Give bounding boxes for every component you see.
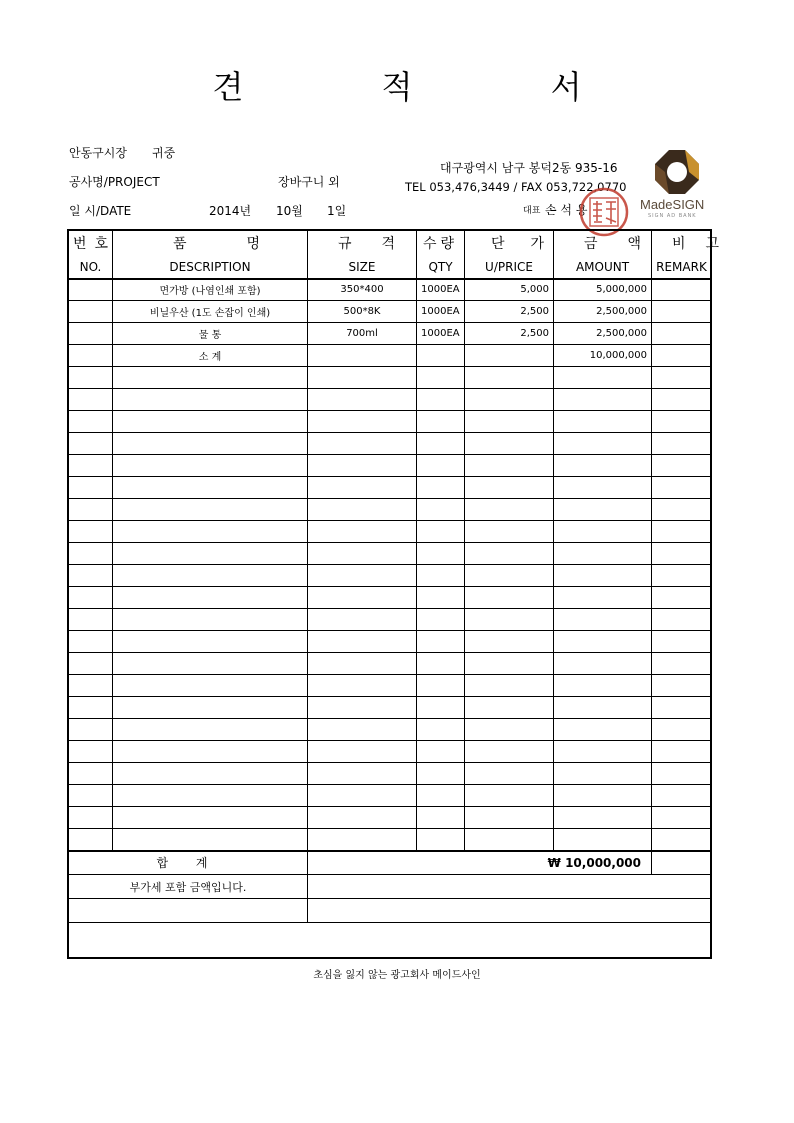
total-row — [69, 851, 712, 875]
empty-cell — [652, 829, 712, 851]
empty-cell — [113, 719, 308, 741]
empty-cell — [308, 565, 417, 587]
empty-cell — [465, 499, 554, 521]
header-size-en: SIZE — [308, 256, 417, 279]
empty-cell — [113, 785, 308, 807]
cell-price: 5,000 — [465, 279, 554, 301]
empty-cell — [113, 433, 308, 455]
empty-cell — [465, 411, 554, 433]
empty-cell — [417, 477, 465, 499]
empty-cell — [69, 609, 113, 631]
footer-slogan: 초심을 잃지 않는 광고회사 메이드사인 — [313, 970, 481, 981]
empty-row — [69, 829, 712, 851]
empty-cell — [465, 807, 554, 829]
empty-cell — [69, 653, 113, 675]
empty-cell — [308, 543, 417, 565]
empty-cell — [554, 587, 652, 609]
empty-cell — [554, 697, 652, 719]
empty-row — [69, 653, 712, 675]
empty-row — [69, 587, 712, 609]
header-no-ko: 번호 — [69, 231, 113, 256]
estimate-table — [68, 230, 740, 923]
empty-cell — [554, 455, 652, 477]
empty-cell — [652, 587, 712, 609]
empty-cell — [417, 411, 465, 433]
empty-cell — [417, 763, 465, 785]
cell-remark — [652, 279, 712, 301]
empty-cell — [652, 807, 712, 829]
empty-cell — [113, 609, 308, 631]
empty-cell — [69, 675, 113, 697]
empty-cell — [113, 807, 308, 829]
empty-cell — [652, 631, 712, 653]
empty-cell — [652, 521, 712, 543]
empty-cell — [69, 389, 113, 411]
company-contact: TEL 053,476,3449 / FAX 053,722,0770 — [405, 180, 627, 194]
empty-cell — [113, 543, 308, 565]
empty-cell — [465, 829, 554, 851]
total-label: 합 계 — [69, 851, 308, 875]
empty-cell — [308, 411, 417, 433]
empty-cell — [113, 455, 308, 477]
empty-cell — [465, 455, 554, 477]
recipient-honorific: 귀중 — [152, 146, 176, 160]
empty-cell — [308, 433, 417, 455]
empty-cell — [465, 477, 554, 499]
empty-cell — [308, 741, 417, 763]
empty-row — [69, 741, 712, 763]
header-remark-en: REMARK — [652, 256, 712, 279]
cell-qty: 1000EA — [417, 301, 465, 323]
table-row — [69, 345, 712, 367]
blank-bottom-left — [69, 899, 308, 923]
empty-cell — [554, 807, 652, 829]
empty-cell — [113, 499, 308, 521]
empty-cell — [417, 697, 465, 719]
empty-cell — [308, 499, 417, 521]
empty-cell — [652, 697, 712, 719]
empty-cell — [554, 675, 652, 697]
project-value: 장바구니 외 — [278, 175, 340, 189]
empty-cell — [465, 675, 554, 697]
cell-price: 2,500 — [465, 301, 554, 323]
empty-cell — [308, 829, 417, 851]
empty-cell — [652, 499, 712, 521]
empty-cell — [69, 521, 113, 543]
empty-cell — [417, 543, 465, 565]
empty-cell — [69, 785, 113, 807]
empty-cell — [554, 763, 652, 785]
empty-cell — [308, 389, 417, 411]
empty-cell — [465, 587, 554, 609]
empty-cell — [308, 653, 417, 675]
empty-cell — [417, 433, 465, 455]
date-month: 10월 — [276, 204, 303, 218]
empty-row — [69, 499, 712, 521]
cell-size: 700ml — [308, 323, 417, 345]
empty-cell — [554, 785, 652, 807]
empty-cell — [417, 565, 465, 587]
empty-cell — [554, 389, 652, 411]
cell-size — [308, 345, 417, 367]
empty-cell — [308, 477, 417, 499]
empty-cell — [652, 719, 712, 741]
empty-cell — [113, 697, 308, 719]
empty-row — [69, 807, 712, 829]
empty-cell — [69, 433, 113, 455]
empty-cell — [465, 631, 554, 653]
empty-cell — [417, 499, 465, 521]
empty-cell — [554, 653, 652, 675]
cell-desc: 물 통 — [113, 323, 308, 345]
empty-row — [69, 609, 712, 631]
empty-cell — [308, 807, 417, 829]
cell-remark — [652, 301, 712, 323]
cell-remark — [652, 323, 712, 345]
empty-cell — [465, 433, 554, 455]
empty-cell — [465, 389, 554, 411]
empty-cell — [113, 477, 308, 499]
empty-cell — [554, 609, 652, 631]
empty-row — [69, 367, 712, 389]
empty-cell — [554, 741, 652, 763]
date-label: 일 시/DATE — [69, 204, 132, 218]
logo-text: MadeSIGN — [640, 197, 705, 212]
cell-no — [69, 301, 113, 323]
ceo-label: 대표 — [523, 206, 541, 216]
empty-cell — [69, 499, 113, 521]
empty-cell — [652, 741, 712, 763]
empty-cell — [69, 719, 113, 741]
empty-cell — [308, 587, 417, 609]
empty-cell — [69, 543, 113, 565]
empty-cell — [465, 719, 554, 741]
date-year: 2014년 — [209, 204, 252, 218]
header-no-en: NO. — [69, 256, 113, 279]
empty-row — [69, 675, 712, 697]
empty-cell — [652, 455, 712, 477]
total-remark — [652, 851, 712, 875]
empty-cell — [417, 631, 465, 653]
empty-row — [69, 719, 712, 741]
empty-cell — [69, 367, 113, 389]
empty-cell — [652, 411, 712, 433]
total-value: ₩ 10,000,000 — [308, 851, 652, 875]
empty-cell — [69, 741, 113, 763]
empty-cell — [417, 367, 465, 389]
empty-row — [69, 477, 712, 499]
empty-cell — [417, 741, 465, 763]
empty-cell — [308, 521, 417, 543]
empty-cell — [417, 609, 465, 631]
table-row — [69, 279, 712, 301]
empty-cell — [554, 829, 652, 851]
empty-cell — [113, 631, 308, 653]
header-amount-ko: 금액 — [554, 231, 652, 256]
empty-cell — [554, 433, 652, 455]
empty-cell — [417, 719, 465, 741]
empty-cell — [308, 763, 417, 785]
empty-cell — [465, 653, 554, 675]
header-price-en: U/PRICE — [465, 256, 554, 279]
empty-cell — [113, 521, 308, 543]
empty-cell — [308, 455, 417, 477]
ceo-name: 손 석 용 — [545, 203, 588, 217]
cell-amount: 5,000,000 — [554, 279, 652, 301]
empty-cell — [554, 521, 652, 543]
cell-qty: 1000EA — [417, 323, 465, 345]
company-address: 대구광역시 남구 봉덕2동 935-16 — [440, 161, 618, 175]
blank-bottom-row — [69, 899, 712, 923]
vat-blank — [308, 875, 712, 899]
empty-row — [69, 521, 712, 543]
empty-cell — [308, 631, 417, 653]
empty-cell — [69, 565, 113, 587]
empty-cell — [308, 675, 417, 697]
header-amount-en: AMOUNT — [554, 256, 652, 279]
empty-cell — [417, 807, 465, 829]
empty-cell — [113, 587, 308, 609]
empty-cell — [554, 543, 652, 565]
empty-cell — [652, 433, 712, 455]
cell-size: 500*8K — [308, 301, 417, 323]
empty-row — [69, 411, 712, 433]
date-day: 1일 — [327, 204, 347, 218]
empty-cell — [652, 653, 712, 675]
header-qty-ko: 수량 — [417, 231, 465, 256]
empty-cell — [652, 675, 712, 697]
empty-cell — [417, 785, 465, 807]
empty-row — [69, 631, 712, 653]
cell-qty — [417, 345, 465, 367]
empty-cell — [113, 389, 308, 411]
cell-desc: 면가방 (나염인쇄 포함) — [113, 279, 308, 301]
empty-row — [69, 697, 712, 719]
empty-cell — [465, 609, 554, 631]
empty-cell — [465, 785, 554, 807]
empty-cell — [554, 411, 652, 433]
empty-cell — [652, 367, 712, 389]
empty-cell — [308, 785, 417, 807]
empty-cell — [308, 719, 417, 741]
empty-cell — [554, 367, 652, 389]
empty-cell — [417, 389, 465, 411]
empty-cell — [652, 565, 712, 587]
empty-row — [69, 565, 712, 587]
empty-cell — [69, 411, 113, 433]
empty-row — [69, 433, 712, 455]
empty-cell — [465, 697, 554, 719]
empty-cell — [69, 763, 113, 785]
empty-cell — [113, 763, 308, 785]
empty-cell — [652, 785, 712, 807]
recipient-name: 안동구시장 — [69, 146, 127, 160]
empty-cell — [69, 697, 113, 719]
header-qty-en: QTY — [417, 256, 465, 279]
header-desc-ko: 품명 — [113, 231, 308, 256]
cell-desc: 소 계 — [113, 345, 308, 367]
empty-cell — [554, 565, 652, 587]
header-remark-ko: 비고 — [652, 231, 712, 256]
empty-cell — [465, 367, 554, 389]
empty-cell — [113, 653, 308, 675]
empty-cell — [113, 565, 308, 587]
header-row-korean — [69, 231, 712, 256]
empty-cell — [69, 587, 113, 609]
empty-cell — [465, 763, 554, 785]
madesign-logo-icon — [640, 148, 714, 200]
empty-cell — [465, 521, 554, 543]
empty-cell — [308, 697, 417, 719]
cell-no — [69, 279, 113, 301]
empty-row — [69, 455, 712, 477]
empty-cell — [417, 455, 465, 477]
cell-amount: 2,500,000 — [554, 301, 652, 323]
empty-cell — [113, 411, 308, 433]
empty-cell — [417, 675, 465, 697]
empty-cell — [417, 521, 465, 543]
cell-price: 2,500 — [465, 323, 554, 345]
vat-row — [69, 875, 712, 899]
cell-desc: 비닐우산 (1도 손잡이 인쇄) — [113, 301, 308, 323]
empty-cell — [69, 455, 113, 477]
header-desc-en: DESCRIPTION — [113, 256, 308, 279]
header-price-ko: 단가 — [465, 231, 554, 256]
empty-cell — [554, 477, 652, 499]
empty-cell — [69, 477, 113, 499]
empty-cell — [417, 829, 465, 851]
empty-cell — [69, 829, 113, 851]
cell-amount: 2,500,000 — [554, 323, 652, 345]
empty-cell — [417, 587, 465, 609]
empty-cell — [69, 631, 113, 653]
empty-cell — [308, 367, 417, 389]
cell-size: 350*400 — [308, 279, 417, 301]
empty-cell — [308, 609, 417, 631]
empty-cell — [69, 807, 113, 829]
empty-cell — [652, 763, 712, 785]
empty-cell — [417, 653, 465, 675]
empty-cell — [652, 543, 712, 565]
header-size-ko: 규격 — [308, 231, 417, 256]
empty-cell — [113, 829, 308, 851]
empty-cell — [113, 741, 308, 763]
document-title: 견 적 서 — [212, 68, 646, 106]
cell-no — [69, 323, 113, 345]
empty-row — [69, 543, 712, 565]
empty-cell — [113, 367, 308, 389]
empty-cell — [465, 741, 554, 763]
cell-price — [465, 345, 554, 367]
cell-remark — [652, 345, 712, 367]
empty-cell — [465, 565, 554, 587]
blank-bottom-right — [308, 899, 712, 923]
header-row-english — [69, 256, 712, 279]
empty-row — [69, 763, 712, 785]
empty-cell — [113, 675, 308, 697]
empty-cell — [652, 477, 712, 499]
empty-cell — [652, 389, 712, 411]
empty-cell — [554, 631, 652, 653]
vat-note: 부가세 포함 금액입니다. — [69, 875, 308, 899]
table-row — [69, 323, 712, 345]
empty-cell — [652, 609, 712, 631]
cell-amount: 10,000,000 — [554, 345, 652, 367]
logo-subtext: SIGN AD BANK — [648, 213, 697, 219]
project-label: 공사명/PROJECT — [69, 175, 160, 189]
empty-row — [69, 389, 712, 411]
empty-cell — [554, 499, 652, 521]
cell-qty: 1000EA — [417, 279, 465, 301]
empty-row — [69, 785, 712, 807]
empty-cell — [554, 719, 652, 741]
empty-cell — [465, 543, 554, 565]
cell-no — [69, 345, 113, 367]
table-row — [69, 301, 712, 323]
